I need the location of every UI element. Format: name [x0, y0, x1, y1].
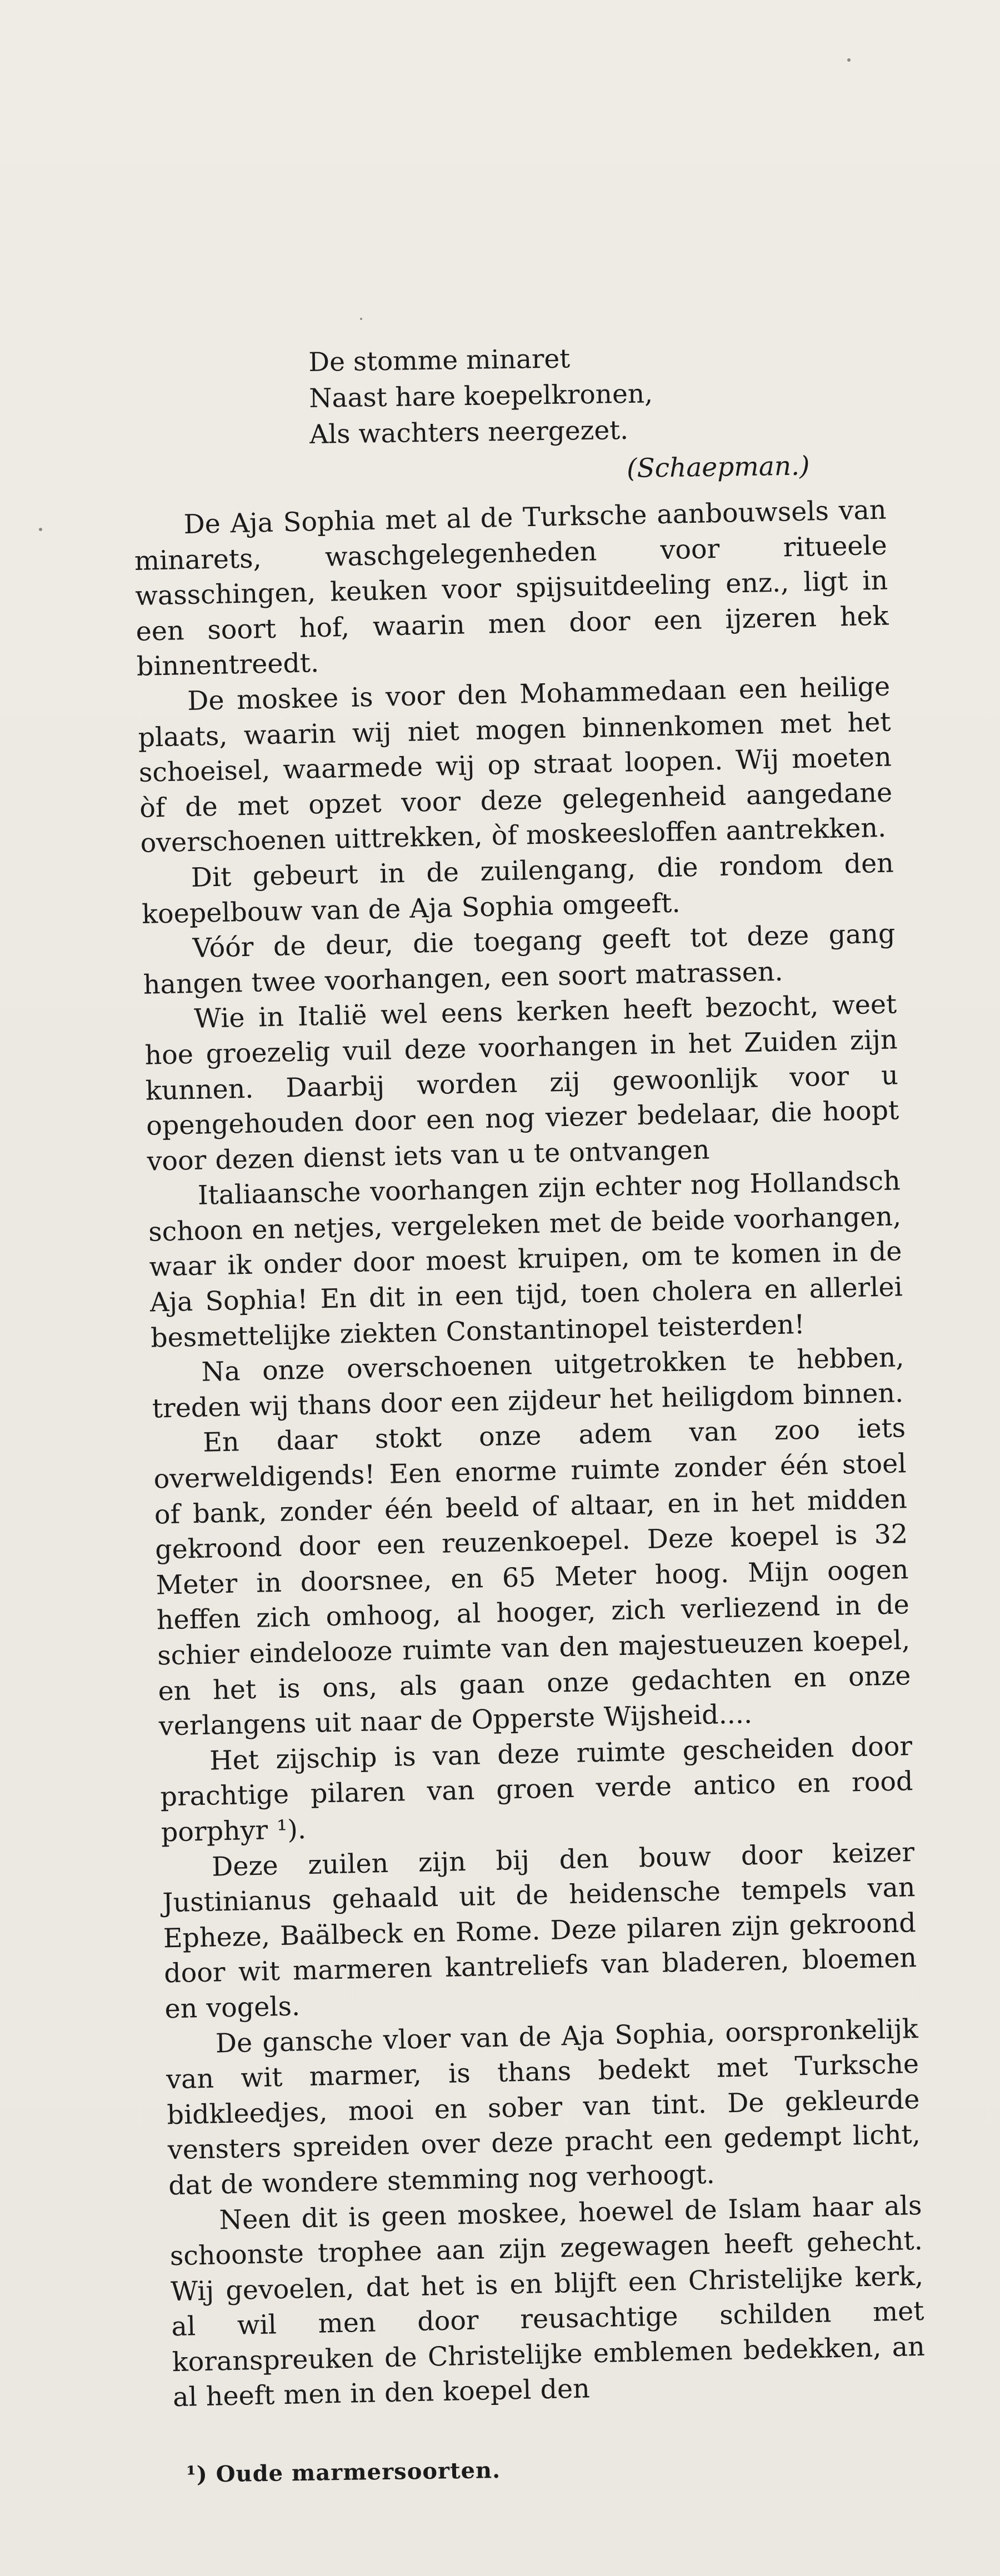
- paragraph: De Aja Sophia met al de Turksche aanbouwsels van minarets, waschgelegenheden voor ritueele wasschingen, keuken voor spijsuitdeeling enz., ligt in een soort hof, waarin men door een ijzeren hek binnentreedt.: [134, 494, 889, 683]
- paragraph: Het zijschip is van deze ruimte gescheiden door prachtige pilaren van groen verde antico en rood porphyr ¹).: [160, 1730, 913, 1848]
- paragraph: Na onze overschoenen uitgetrokken te hebben, treden wij thans door een zijdeur het heiligdom binnen.: [152, 1342, 904, 1424]
- footnote: ¹) Oude marmersoorten.: [186, 2457, 501, 2488]
- body-text: [133, 493, 926, 2416]
- paper-speck: [360, 318, 362, 320]
- poem-author: (Schaepman.): [626, 451, 810, 484]
- paragraph: Wie in Italië wel eens kerken heeft bezocht, weet hoe groezelig vuil deze voorhangen in het Zuiden zijn kunnen. Daarbij worden zij gewoonlijk voor u opengehouden door een nog viezer bedelaar, die hoopt voor dezen dienst iets van u te ontvangen: [144, 989, 899, 1177]
- poem-epigraph: [308, 337, 866, 491]
- paragraph: De gansche vloer van de Aja Sophia, oorspronkelijk van wit marmer, is thans bedekt met Turksche bidkleedjes, mooi en sober van tint. De gekleurde vensters spreiden over deze pracht een gedempt licht, dat de wondere stemming nog verhoogt.: [166, 2013, 921, 2202]
- paragraph: Deze zuilen zijn bij den bouw door keizer Justinianus gehaald uit de heidensche tempels van Epheze, Baälbeck en Rome. Deze pilaren zijn gekroond door wit marmeren kantreliefs van bladeren, bloemen en vogels.: [162, 1837, 917, 2025]
- paper-speck: [847, 58, 851, 62]
- paragraph: Dit gebeurt in de zuilengang, die rondom den koepelbouw van de Aja Sophia omgeeft.: [141, 848, 894, 930]
- paragraph: Vóór de deur, die toegang geeft tot deze gang hangen twee voorhangen, een soort matrassen.: [143, 918, 896, 1001]
- paragraph: Neen dit is geen moskee, hoewel de Islam haar als schoonste trophee aan zijn zegewagen heeft gehecht. Wij gevoelen, dat het is en blijft een Christelijke kerk, al wil men door reusachtige schilden met koranspreuken de Christelijke emblemen bedekken, an al heeft men in den koepel den: [169, 2190, 926, 2413]
- paper-speck: [39, 528, 42, 531]
- poem-line: Naast hare koepelkronen,: [308, 378, 653, 414]
- paragraph: De moskee is voor den Mohammedaan een heilige plaats, waarin wij niet mogen binnenkomen met het schoeisel, waarmede wij op straat loopen. Wij moeten òf de met opzet voor deze gelegenheid aangedane overschoenen uittrekken, òf moskeesloffen aantrekken.: [138, 671, 893, 859]
- paragraph: En daar stokt onze adem van zoo iets overweldigends! Een enorme ruimte zonder één stoel of bank, zonder één beeld of altaar, en in het midden gekroond door een reuzenkoepel. Deze koepel is 32 Meter in doorsnee, en 65 Meter hoog. Mijn oogen heffen zich omhoog, al hooger, zich verliezend in de schier eindelooze ruimte van den majestueuzen koepel, en het is ons, als gaan onze gedachten en onze verlangens uit naar de Opperste Wijsheid....: [153, 1413, 911, 1742]
- poem-line: De stomme minaret: [308, 343, 571, 378]
- paragraph: Italiaansche voorhangen zijn echter nog Hollandsch schoon en netjes, vergeleken met de beide voorhangen, waar ik onder door moest kruipen, om te komen in de Aja Sophia! En dit in een tijd, toen cholera en allerlei besmettelijke ziekten Constantinopel teisterden!: [148, 1166, 903, 1354]
- poem-line: Als wachters neergezet.: [309, 414, 629, 450]
